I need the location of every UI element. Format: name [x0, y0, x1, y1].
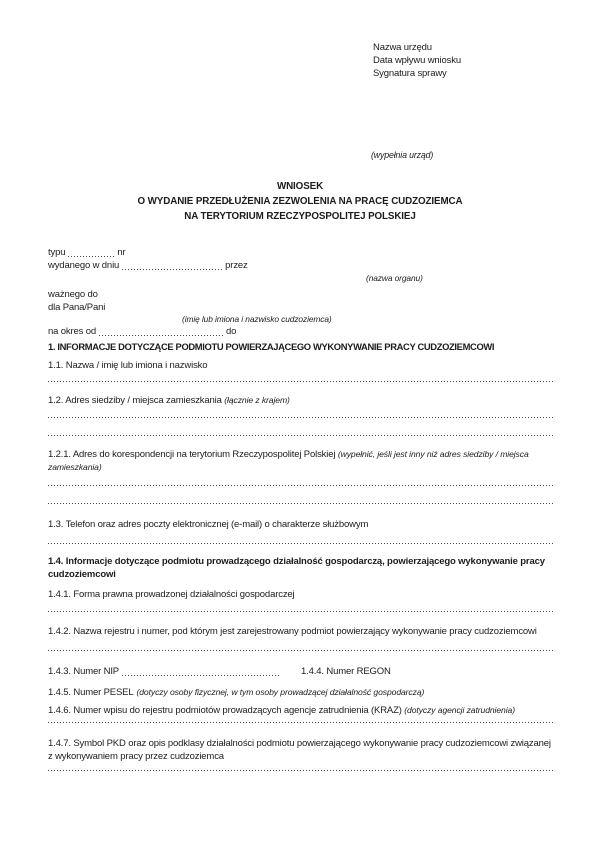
receipt-date-label: Data wpływu wniosku: [373, 55, 461, 66]
field-1-4-2-label: 1.4.2. Nazwa rejestru i numer, pod którym jest zarejestrowany podmiot powierzający wykonywanie pracy cudzoziemcowi: [48, 626, 537, 637]
field-1-3-label: 1.3. Telefon oraz adres poczty elektronicznej (e-mail) o charakterze służbowym: [48, 519, 369, 530]
field-1-2-1-fill-line-2[interactable]: [48, 503, 553, 504]
permit-type-row: [48, 246, 553, 259]
field-1-4-1-fill-line[interactable]: [48, 611, 553, 612]
field-1-4-2-fill-line[interactable]: [48, 650, 553, 651]
section-1-heading: 1. INFORMACJE DOTYCZĄCE PODMIOTU POWIERZAJĄCEGO WYKONYWANIE PRACY CUDZOZIEMCOWI: [48, 341, 495, 352]
issued-by-label: przez: [225, 260, 248, 271]
valid-until-row: [48, 288, 553, 301]
office-fill-note: (wypełnia urząd): [371, 150, 434, 160]
period-from-label: na okres od: [48, 326, 96, 337]
permit-type-fill-line[interactable]: [68, 256, 114, 257]
for-person-row: [48, 301, 553, 314]
permit-issued-row: [48, 259, 553, 272]
field-1-4-3-label: 1.4.3. Numer NIP: [48, 666, 119, 677]
permit-type-label: typu: [48, 247, 66, 258]
field-1-4-1-label: 1.4.1. Forma prawna prowadzonej działalności gospodarczej: [48, 589, 295, 600]
field-1-2-fill-line-2[interactable]: [48, 435, 553, 436]
issued-date-fill-line[interactable]: [122, 269, 222, 270]
title-line-2: O WYDANIE PRZEDŁUŻENIA ZEZWOLENIA NA PRACĘ CUDZOZIEMCA: [137, 196, 463, 207]
field-1-4-6-label: [48, 704, 553, 717]
person-caption: (imię lub imiona i nazwisko cudzoziemca): [182, 314, 332, 324]
nip-fill-line[interactable]: [122, 675, 280, 676]
period-to-label: do: [226, 326, 237, 337]
period-row: [48, 325, 553, 338]
field-1-4-5-label: 1.4.5. Numer PESEL: [48, 687, 134, 698]
field-1-2-fill-line-1[interactable]: [48, 417, 553, 418]
for-person-label: dla Pana/Pani: [48, 302, 106, 313]
permit-number-label: nr: [117, 247, 126, 258]
form-body: [48, 241, 553, 771]
pesel-row: [48, 686, 553, 699]
document-title: [0, 179, 600, 224]
field-1-4-7-label: 1.4.7. Symbol PKD oraz opis podklasy działalności podmiotu powierzającego wykonywanie pracy cudzoziemcowi związanej z wykonywaniem pracy przez cudzoziemca: [48, 738, 551, 762]
period-from-fill-line[interactable]: [99, 335, 223, 336]
field-1-4-5-note: (dotyczy osoby fizycznej, w tym osoby prowadzącej działalność gospodarczą): [136, 687, 425, 697]
field-1-4-7-fill-line[interactable]: [48, 770, 553, 771]
header-meta: [373, 41, 461, 80]
field-1-2-note: (łącznie z krajem): [224, 395, 290, 405]
field-1-2-1-note: (wypełnić, jeśli jest inny niż adres siedziby / miejsca zamieszkania): [48, 449, 529, 472]
case-signature-label: Sygnatura sprawy: [373, 68, 447, 79]
office-name-label: Nazwa urzędu: [373, 42, 432, 53]
field-1-4-6-note: (dotyczy agencji zatrudnienia): [404, 705, 515, 715]
field-1-2-label: [48, 394, 553, 407]
field-1-3-fill-line[interactable]: [48, 543, 553, 544]
subsection-1-4-heading: 1.4. Informacje dotyczące podmiotu prowadzącego działalność gospodarczą, powierzającego wykonywanie pracy cudzoziemcowi: [48, 556, 545, 580]
field-1-1-label: 1.1. Nazwa / imię lub imiona i nazwisko: [48, 360, 208, 371]
field-1-4-6-text: 1.4.6. Numer wpisu do rejestru podmiotów prowadzących agencje zatrudnienia (KRAZ): [48, 705, 402, 716]
title-line-3: NA TERYTORIUM RZECZYPOSPOLITEJ POLSKIEJ: [184, 211, 416, 222]
field-1-4-4-label: 1.4.4. Numer REGON: [301, 666, 391, 677]
title-line-1: WNIOSEK: [276, 181, 324, 192]
nip-regon-row: [48, 665, 553, 678]
valid-until-label: ważnego do: [48, 289, 98, 300]
field-1-4-6-fill-line[interactable]: [48, 722, 553, 723]
issued-on-label: wydanego w dniu: [48, 260, 120, 271]
field-1-2-text: 1.2. Adres siedziby / miejsca zamieszkania: [48, 395, 222, 406]
field-1-2-1-fill-line-1[interactable]: [48, 485, 553, 486]
field-1-2-1-text: 1.2.1. Adres do korespondencji na terytorium Rzeczypospolitej Polskiej: [48, 449, 336, 460]
field-1-1-fill-line[interactable]: [48, 381, 553, 382]
field-1-2-1-label: [48, 448, 553, 474]
authority-caption: (nazwa organu): [366, 273, 423, 283]
